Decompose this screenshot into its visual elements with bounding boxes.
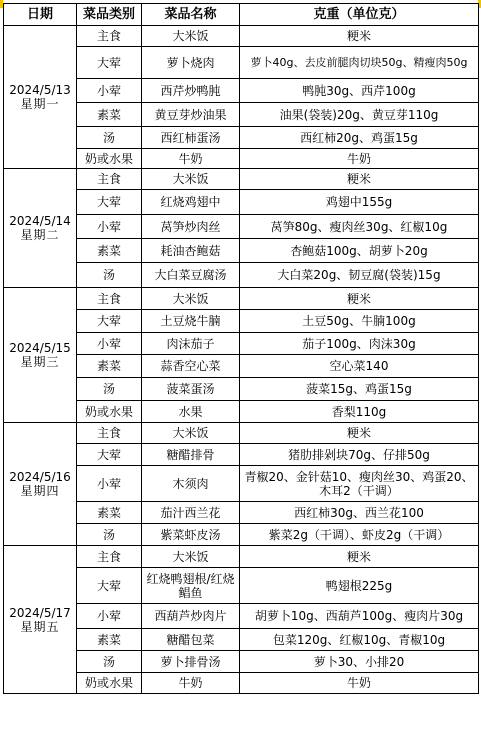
- category-cell[interactable]: 大荤: [77, 190, 142, 215]
- category-cell[interactable]: 主食: [77, 169, 142, 190]
- date-text: 2024/5/14: [9, 214, 71, 228]
- header-category[interactable]: 菜品类别: [77, 4, 142, 26]
- weight-cell[interactable]: 粳米: [240, 423, 479, 444]
- dish-cell[interactable]: 糖醋排骨: [142, 444, 240, 466]
- dish-cell[interactable]: 蒜香空心菜: [142, 355, 240, 378]
- dish-cell[interactable]: 牛奶: [142, 149, 240, 169]
- category-cell[interactable]: 主食: [77, 546, 142, 568]
- table-row: [4, 288, 479, 310]
- dish-cell[interactable]: 大米饭: [142, 169, 240, 190]
- weight-cell[interactable]: 猪肋排剁块70g、仔排50g: [240, 444, 479, 466]
- category-cell[interactable]: 大荤: [77, 444, 142, 466]
- weekday-text: 星期三: [20, 355, 60, 369]
- weight-cell[interactable]: 包菜120g、红椒10g、青椒10g: [240, 629, 479, 651]
- category-cell[interactable]: 素菜: [77, 103, 142, 127]
- date-cell[interactable]: [4, 26, 77, 169]
- weight-cell[interactable]: 胡萝卜10g、西葫芦100g、瘦肉片30g: [240, 604, 479, 629]
- category-cell[interactable]: 小荤: [77, 79, 142, 103]
- weight-cell[interactable]: 粳米: [240, 546, 479, 568]
- dish-cell[interactable]: 牛奶: [142, 673, 240, 694]
- weight-cell[interactable]: 土豆50g、牛腩100g: [240, 310, 479, 333]
- dish-cell[interactable]: 菠菜蛋汤: [142, 378, 240, 401]
- date-cell[interactable]: [4, 423, 77, 546]
- dish-cell[interactable]: 西红柿蛋汤: [142, 127, 240, 149]
- dish-cell[interactable]: 木须肉: [142, 466, 240, 502]
- dish-cell[interactable]: 肉沫茄子: [142, 333, 240, 355]
- dish-cell[interactable]: 水果: [142, 401, 240, 423]
- header-dish[interactable]: 菜品名称: [142, 4, 240, 26]
- category-cell[interactable]: 素菜: [77, 502, 142, 524]
- category-cell[interactable]: 奶或水果: [77, 401, 142, 423]
- weekday-text: 星期四: [20, 484, 60, 498]
- category-cell[interactable]: 大荤: [77, 47, 142, 79]
- date-text: 2024/5/16: [9, 470, 71, 484]
- weight-cell[interactable]: 西红柿20g、鸡蛋15g: [240, 127, 479, 149]
- dish-cell[interactable]: 大米饭: [142, 423, 240, 444]
- weight-cell[interactable]: 杏鲍菇100g、胡萝卜20g: [240, 239, 479, 263]
- dish-cell[interactable]: 土豆烧牛腩: [142, 310, 240, 333]
- category-cell[interactable]: 奶或水果: [77, 149, 142, 169]
- weight-cell[interactable]: 鸭翅根225g: [240, 568, 479, 604]
- category-cell[interactable]: 素菜: [77, 239, 142, 263]
- category-cell[interactable]: 奶或水果: [77, 673, 142, 694]
- weight-cell[interactable]: 紫菜2g（干调）、虾皮2g（干调）: [240, 524, 479, 546]
- dish-cell[interactable]: 大白菜豆腐汤: [142, 263, 240, 288]
- header-date[interactable]: 日期: [4, 4, 77, 26]
- dish-cell[interactable]: 红烧鸭翅根/红烧鲳鱼: [142, 568, 240, 604]
- date-cell[interactable]: [4, 288, 77, 423]
- dish-cell[interactable]: 大米饭: [142, 288, 240, 310]
- weight-cell[interactable]: 牛奶: [240, 149, 479, 169]
- weight-cell[interactable]: 茄子100g、肉沫30g: [240, 333, 479, 355]
- date-text: 2024/5/17: [9, 605, 71, 620]
- dish-cell[interactable]: 萝卜排骨汤: [142, 651, 240, 673]
- weight-cell[interactable]: 鸭肫30g、西芹100g: [240, 79, 479, 103]
- weekday-text: 星期五: [20, 619, 60, 634]
- dish-cell[interactable]: 西芹炒鸭肫: [142, 79, 240, 103]
- category-cell[interactable]: 小荤: [77, 604, 142, 629]
- dish-cell[interactable]: 萝卜烧肉: [142, 47, 240, 79]
- category-cell[interactable]: 小荤: [77, 333, 142, 355]
- dish-cell[interactable]: 大米饭: [142, 26, 240, 47]
- dish-cell[interactable]: 茄汁西兰花: [142, 502, 240, 524]
- date-text: 2024/5/15: [9, 341, 71, 355]
- weight-cell[interactable]: 牛奶: [240, 673, 479, 694]
- category-cell[interactable]: 小荤: [77, 215, 142, 239]
- category-cell[interactable]: 主食: [77, 26, 142, 47]
- header-weight[interactable]: 克重（单位克）: [240, 4, 479, 26]
- weight-cell[interactable]: 空心菜140: [240, 355, 479, 378]
- category-cell[interactable]: 汤: [77, 127, 142, 149]
- date-text: 2024/5/13: [9, 83, 71, 97]
- dish-cell[interactable]: 紫菜虾皮汤: [142, 524, 240, 546]
- weight-cell[interactable]: 油果(袋装)20g、黄豆芽110g: [240, 103, 479, 127]
- weight-cell[interactable]: 粳米: [240, 169, 479, 190]
- header-row: [4, 4, 479, 26]
- category-cell[interactable]: 主食: [77, 288, 142, 310]
- category-cell[interactable]: 大荤: [77, 310, 142, 333]
- date-cell[interactable]: [4, 546, 77, 694]
- weight-cell[interactable]: 萝卜40g、去皮前腿肉切块50g、精瘦肉50g: [240, 47, 479, 79]
- dish-cell[interactable]: 糖醋包菜: [142, 629, 240, 651]
- dish-cell[interactable]: 西葫芦炒肉片: [142, 604, 240, 629]
- category-cell[interactable]: 小荤: [77, 466, 142, 502]
- dish-cell[interactable]: 大米饭: [142, 546, 240, 568]
- dish-cell[interactable]: 耗油杏鲍菇: [142, 239, 240, 263]
- table-row: [4, 26, 479, 47]
- weight-cell[interactable]: 香梨110g: [240, 401, 479, 423]
- table-row: [4, 169, 479, 190]
- weight-cell[interactable]: 粳米: [240, 288, 479, 310]
- category-cell[interactable]: 汤: [77, 378, 142, 401]
- category-cell[interactable]: 汤: [77, 651, 142, 673]
- dish-cell[interactable]: 黄豆芽炒油果: [142, 103, 240, 127]
- dish-cell[interactable]: 红烧鸡翅中: [142, 190, 240, 215]
- category-cell[interactable]: 大荤: [77, 568, 142, 604]
- weight-cell[interactable]: 鸡翅中155g: [240, 190, 479, 215]
- weekday-text: 星期一: [20, 97, 60, 111]
- weight-cell[interactable]: 青椒20、金针菇10、瘦肉丝30、鸡蛋20、木耳2（干调）: [240, 466, 479, 502]
- weekday-text: 星期二: [20, 228, 60, 242]
- table-row: [4, 546, 479, 568]
- weekly-menu-table: [3, 3, 479, 694]
- table-row: [4, 423, 479, 444]
- weight-cell[interactable]: 粳米: [240, 26, 479, 47]
- dish-cell[interactable]: 莴笋炒肉丝: [142, 215, 240, 239]
- weight-cell[interactable]: 萝卜30、小排20: [240, 651, 479, 673]
- category-cell[interactable]: 主食: [77, 423, 142, 444]
- weight-cell[interactable]: 菠菜15g、鸡蛋15g: [240, 378, 479, 401]
- category-cell[interactable]: 汤: [77, 263, 142, 288]
- category-cell[interactable]: 素菜: [77, 629, 142, 651]
- weight-cell[interactable]: 大白菜20g、韧豆腐(袋装)15g: [240, 263, 479, 288]
- date-cell[interactable]: [4, 169, 77, 288]
- weight-cell[interactable]: 西红柿30g、西兰花100: [240, 502, 479, 524]
- weight-cell[interactable]: 莴笋80g、瘦肉丝30g、红椒10g: [240, 215, 479, 239]
- category-cell[interactable]: 素菜: [77, 355, 142, 378]
- category-cell[interactable]: 汤: [77, 524, 142, 546]
